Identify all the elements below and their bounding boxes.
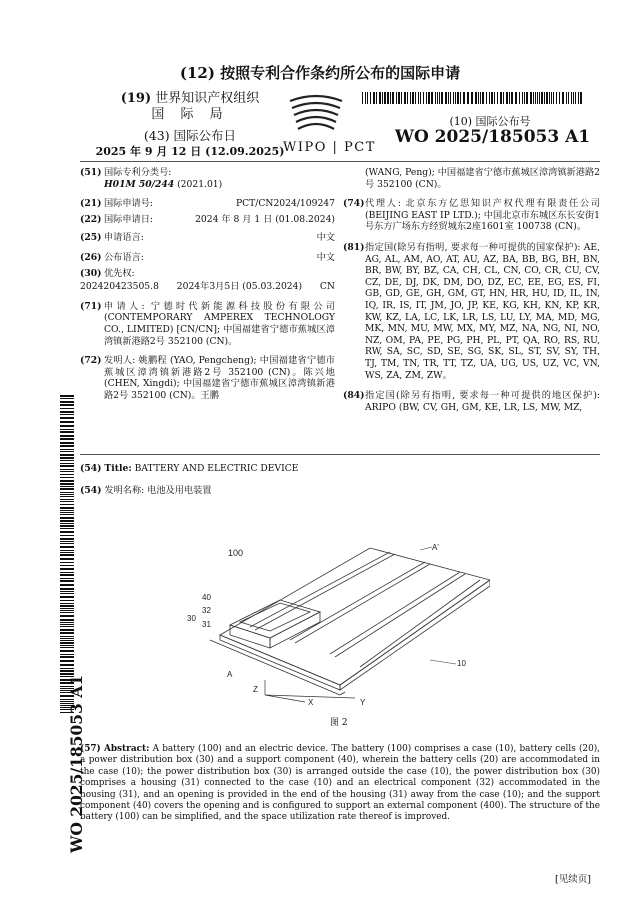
inventor-continued: (WANG, Peng); 中国福建省宁德市蕉城区漳湾镇新港路2号 352100 (CN)。 — [365, 167, 600, 190]
barcode-bar — [390, 92, 391, 104]
barcode-bar — [60, 499, 74, 500]
barcode-bar — [60, 411, 74, 413]
barcode-bar — [544, 92, 545, 104]
ref-x: X — [308, 698, 314, 707]
barcode-bar — [60, 632, 74, 634]
barcode-bar — [60, 510, 74, 511]
barcode-bar — [60, 550, 74, 551]
abstract: (57) Abstract: A battery (100) and an electric device. The battery (100) comprises a case (10), battery cells (20), a power distribution box (30) and a support component (40), wherein the battery cells (20) are accommodated in the case (10); the power distribution box (30) is arranged outside the case (10), the power distribution box (30) comprises a housing (31) connected to the case (10) and an electrical component (32) accommodated in the housing (31), and an opening is provided in the end of the housing (31) away from the case (10); and the support component (40) covers the opening and is configured to support an external component (400). The structure of the battery (100) can be simplified, and the space utilization rate thereof is improved. — [80, 744, 600, 823]
barcode-bar — [60, 565, 74, 566]
pubno-label: (10) 国际公布号 — [449, 115, 531, 128]
barcode-bar — [500, 92, 502, 104]
barcode-bar — [60, 401, 74, 403]
barcode-bar — [365, 92, 366, 104]
barcode-bar — [60, 525, 74, 527]
barcode-bar — [578, 92, 579, 104]
barcode-bar — [471, 92, 473, 104]
barcode-bar — [60, 615, 74, 617]
national-row: (81) 指定国(除另有指明, 要求每一种可提供的国家保护): AE, AG, AL, AM, AO, AT, AU, AZ, BA, BB, BG, BH, BN, BR, BW, BY, BZ, CA, CH, CL, CN, CO, CR, CU, CV, CZ, DE, DJ, DK, DM, DO, DZ, EC, EE, EG, ES, FI, GB, GD, GE, GH, GM, GT, HN, HR, HU, ID, IL, IN, IQ, IR, IS, IT, JM, JO, JP, KE, KG, KH, KN, KP, KR, KW, KZ, LA, LC, LK, LR, LS, LU, LY, MA, MD, MG, MK, MN, MU, MW, MX, MY, MZ, NA, NG, NI, NO, NZ, OM, PA, PE, PG, PH, PL, PT, QA, RO, RS, RU, RW, SA, SC, SD, SE, SG, SK, SL, ST, SV, SY, TH, TJ, TM, TN, TR, TT, TZ, UA, UG, US, UZ, VC, VN, WS, ZA, ZM, ZW。 — [343, 241, 600, 381]
barcode-bar — [60, 514, 74, 515]
barcode-bar — [580, 92, 582, 104]
agent-text: 代理人: 北京东方亿思知识产权代理有限责任公司 (BEIJING EAST IP LTD.); 中国北京市东城区东长安街1号东方广场东方经贸城东2座1601室 100738 (CN)。 — [365, 198, 600, 233]
barcode-bar — [60, 474, 74, 475]
applicant-text: 申请人: 宁德时代新能源科技股份有限公司 (CONTEMPORARY AMPEREX TECHNOLOGY CO., LIMITED) [CN/CN]; 中国福建省宁德市蕉城区漳湾镇新港路2号 352100 (CN)。 — [104, 300, 335, 347]
barcode-bar — [60, 501, 74, 502]
barcode-bar — [387, 92, 389, 104]
abstract-text: A battery (100) and an electric device. The battery (100) comprises a case (10), battery cells (20), a power distribution box (30) and a support component (40), wherein the battery cells (20) are accommodated in the case (10); the power distribution box (30) is arranged outside the case (10), the power distribution box (30) comprises a housing (31) connected to the case (10) and an electrical component (32) accommodated in the housing (31), and an opening is provided in the end of the housing (31) away from the case (10); and the support component (40) covers the opening and is configured to support an external component (400). The structure of the battery (100) can be simplified, and the space utilization rate thereof is improved. — [80, 744, 600, 823]
barcode-bar — [60, 425, 74, 427]
barcode-bar — [60, 558, 74, 560]
barcode-bar — [60, 395, 74, 397]
barcode-bar — [463, 92, 465, 104]
barcode-bar — [441, 92, 443, 104]
barcode-bar — [60, 660, 74, 662]
barcode-bar — [546, 92, 548, 104]
barcode-bar — [60, 494, 74, 495]
barcode-bar — [60, 538, 74, 540]
barcode-bar — [60, 591, 74, 592]
barcode-bar — [457, 92, 459, 104]
barcode-bar — [566, 92, 567, 104]
barcode-bar — [392, 92, 394, 104]
barcode-bar — [60, 664, 74, 666]
barcode-bar — [426, 92, 427, 104]
applicant-row: (71) 申请人: 宁德时代新能源科技股份有限公司 (CONTEMPORARY AMPEREX TECHNOLOGY CO., LIMITED) [CN/CN]; 中国福建省宁德市蕉城区漳湾镇新港路2号 352100 (CN)。 — [80, 300, 335, 347]
barcode-bar — [60, 471, 74, 472]
inventors-text: 发明人: 姚鹏程 (YAO, Pengcheng); 中国福建省宁德市蕉城区漳湾镇新港路2号 352100 (CN)。陈兴地 (CHEN, Xingdi); 中国福建省宁德市蕉城区漳湾镇新港路2号 352100 (CN)。王鹏 — [104, 355, 335, 401]
barcode-bar — [60, 636, 74, 637]
ref-10: 10 — [457, 659, 466, 668]
barcode-bar — [401, 92, 402, 104]
barcode-bar — [367, 92, 368, 104]
appno-row: (21) 国际申请号: PCT/CN2024/109247 — [80, 198, 335, 210]
barcode-bar — [60, 668, 74, 669]
barcode-bar — [60, 572, 74, 573]
barcode-bar — [539, 92, 540, 104]
barcode-bar — [60, 451, 74, 452]
barcode-bar — [60, 600, 74, 601]
barcode-bar — [60, 568, 74, 570]
lang-filing-row: (25) 申请语言: 中文 — [80, 232, 335, 244]
barcode-bar — [60, 624, 74, 625]
barcode-bar — [410, 92, 411, 104]
ipc-row: (51) 国际专利分类号: H01M 50/244 (2021.01) — [80, 167, 223, 190]
barcode-bar — [379, 92, 381, 104]
barcode-bar — [60, 431, 74, 433]
ref-32: 32 — [202, 606, 211, 615]
barcode-bar — [475, 92, 477, 104]
battery-drawing — [170, 530, 490, 720]
ref-40: 40 — [202, 593, 211, 602]
barcode-bar — [450, 92, 451, 104]
barcode-bar — [407, 92, 408, 104]
barcode-bar — [537, 92, 538, 104]
barcode-bar — [60, 580, 74, 582]
continued-note: [见续页] — [555, 874, 591, 885]
barcode-bar — [60, 647, 74, 648]
national-text: 指定国(除另有指明, 要求每一种可提供的国家保护): AE, AG, AL, AM, AO, AT, AU, AZ, BA, BB, BG, BH, BN, BR, BW, BY, BZ, CA, CH, CL, CN, CO, CR, CU, CV, CZ, DE, DJ, DK, DM, DO, DZ, EC, EE, EG, ES, FI, GB, GD, GE, GH, GM, GT, HN, HR, HU, ID, IL, IN, IQ, IR, IS, IT, JM, JO, JP, KE, KG, KH, KN, KP, KR, KW, KZ, LA, LC, LK, LR, LS, LU, LY, MA, MD, MG, MK, MN, MU, MW, MX, MY, MZ, NA, NG, NI, NO, NZ, OM, PA, PE, PG, PH, PL, PT, QA, RO, RS, RU, RW, SA, SC, SD, SE, SG, SK, SL, ST, SV, SY, TH, TJ, TM, TN, TR, TT, TZ, UA, UG, US, UZ, VC, VN, WS, ZA, ZM, ZW。 — [365, 241, 600, 381]
barcode-bar — [571, 92, 572, 104]
barcode-bar — [437, 92, 438, 104]
barcode-bar — [60, 480, 74, 482]
barcode-bar — [60, 523, 74, 524]
barcode-bar — [60, 640, 74, 641]
filing-row: (22) 国际申请日: 2024 年 8 月 1 日 (01.08.2024) — [80, 213, 335, 225]
barcode-bar — [60, 535, 74, 536]
barcode-bar — [448, 92, 449, 104]
barcode-bar — [60, 543, 74, 544]
barcode-bar — [478, 92, 479, 104]
barcode-bar — [480, 92, 481, 104]
barcode-bar — [491, 92, 493, 104]
agent-row: (74) 代理人: 北京东方亿思知识产权代理有限责任公司 (BEIJING EAST IP LTD.); 中国北京市东城区东长安街1号东方广场东方经贸城东2座1601室 100738 (CN)。 — [343, 198, 600, 233]
barcode-bar — [486, 92, 487, 104]
barcode-bar — [60, 605, 74, 607]
barcode-bar — [60, 612, 74, 613]
barcode-bar — [396, 92, 397, 104]
barcode-bar — [494, 92, 495, 104]
barcode-bar — [453, 92, 454, 104]
barcode-bar — [497, 92, 498, 104]
barcode-bar — [60, 404, 74, 406]
regional-row: (84) 指定国(除另有指明, 要求每一种可提供的地区保护): ARIPO (BW, CV, GH, GM, KE, LR, LS, MW, MZ, — [343, 390, 600, 413]
barcode-bar — [370, 92, 371, 104]
barcode-bar — [376, 92, 377, 104]
barcode-bar — [60, 546, 74, 548]
barcode-bar — [60, 593, 74, 594]
barcode-bar — [551, 92, 552, 104]
barcode-bar — [60, 507, 74, 509]
barcode-bar — [60, 488, 74, 490]
barcode-bar — [60, 626, 74, 627]
case-outline — [220, 548, 490, 685]
bibliographic-right — [343, 167, 600, 413]
barcode-bar — [562, 92, 564, 104]
barcode-bar — [362, 92, 363, 104]
barcode-bar — [60, 622, 74, 623]
barcode-bar — [431, 92, 433, 104]
wipo-logo-icon — [286, 93, 346, 137]
barcode-bar — [573, 92, 574, 104]
barcode-bar — [420, 92, 421, 104]
ipc-value: H01M 50/244 — [104, 178, 175, 190]
divider — [80, 161, 600, 162]
document-title: (12) 按照专利合作条约所公布的国际申请 — [179, 64, 461, 82]
barcode-bar — [60, 463, 74, 464]
barcode-bar — [60, 578, 74, 579]
barcode-bar — [423, 92, 424, 104]
barcode-bar — [60, 517, 74, 519]
ref-z: Z — [253, 685, 258, 694]
barcode-bar — [60, 574, 74, 576]
barcode-bar — [60, 442, 74, 444]
barcode-bar — [60, 541, 74, 542]
barcode-bar — [60, 417, 74, 419]
barcode-bar — [60, 429, 74, 430]
ref-100: 100 — [228, 548, 244, 558]
barcode-bar — [460, 92, 461, 104]
barcode-bar — [415, 92, 416, 104]
barcode-bar — [428, 92, 430, 104]
barcode-bar — [412, 92, 414, 104]
barcode-bar — [506, 92, 508, 104]
barcode-bar — [60, 610, 74, 611]
barcode-bar — [541, 92, 543, 104]
barcode-bar — [60, 435, 74, 437]
barcode-bar — [60, 460, 74, 461]
barcode-bar — [60, 650, 74, 652]
barcode-bar — [60, 512, 74, 513]
barcode-icon — [362, 92, 584, 104]
barcode-bar — [445, 92, 447, 104]
barcode-bar — [60, 554, 74, 556]
ref-30: 30 — [187, 614, 196, 623]
priority-row: (30) 优先权: — [80, 267, 135, 279]
barcode-bar — [373, 92, 375, 104]
barcode-bar — [515, 92, 517, 104]
barcode-bar — [60, 454, 74, 456]
barcode-bar — [60, 496, 74, 497]
barcode-bar — [60, 608, 74, 609]
barcode-bar — [418, 92, 419, 104]
side-barcode-icon — [60, 395, 74, 715]
barcode-bar — [526, 92, 528, 104]
barcode-bar — [568, 92, 569, 104]
barcode-bar — [60, 629, 74, 631]
barcode-bar — [60, 465, 74, 467]
barcode-bar — [60, 619, 74, 621]
barcode-bar — [60, 492, 74, 493]
barcode-bar — [455, 92, 456, 104]
barcode-bar — [60, 528, 74, 529]
barcode-bar — [503, 92, 504, 104]
barcode-bar — [384, 92, 386, 104]
barcode-bar — [398, 92, 400, 104]
barcode-bar — [519, 92, 520, 104]
barcode-bar — [60, 584, 74, 586]
barcode-bar — [530, 92, 532, 104]
barcode-bar — [60, 596, 74, 598]
barcode-bar — [60, 445, 74, 447]
barcode-bar — [553, 92, 554, 104]
regional-text: 指定国(除另有指明, 要求每一种可提供的地区保护): ARIPO (BW, CV, GH, GM, KE, LR, LS, MW, MZ, — [365, 390, 600, 413]
org-bureau: 国 际 局 — [151, 107, 229, 122]
barcode-bar — [549, 92, 550, 104]
barcode-bar — [435, 92, 436, 104]
barcode-bar — [439, 92, 440, 104]
pubno: WO 2025/185053 A1 — [394, 127, 591, 147]
barcode-bar — [60, 421, 74, 423]
pubdate-label: (43) 国际公布日 — [143, 128, 237, 143]
barcode-bar — [559, 92, 560, 104]
barcode-bar — [404, 92, 406, 104]
barcode-bar — [60, 645, 74, 646]
barcode-bar — [60, 504, 74, 505]
barcode-bar — [60, 520, 74, 522]
barcode-bar — [60, 654, 74, 655]
bibliographic-left — [80, 167, 335, 402]
side-pubno: WO 2025/185053 A1 — [67, 674, 86, 853]
figure-caption: 图 2 — [330, 718, 348, 728]
barcode-bar — [60, 477, 74, 478]
barcode-bar — [60, 552, 74, 553]
barcode-bar — [60, 486, 74, 487]
barcode-bar — [60, 603, 74, 604]
barcode-bar — [535, 92, 536, 104]
barcode-bar — [60, 438, 74, 440]
barcode-bar — [60, 398, 74, 399]
barcode-bar — [60, 469, 74, 470]
barcode-bar — [60, 588, 74, 590]
barcode-bar — [60, 408, 74, 409]
barcode-bar — [60, 414, 74, 415]
barcode-bar — [60, 642, 74, 644]
barcode-bar — [60, 670, 74, 672]
wipo-pct-text: WIPO | PCT — [283, 140, 376, 155]
barcode-bar — [60, 483, 74, 485]
divider — [80, 454, 600, 455]
barcode-bar — [467, 92, 469, 104]
ref-31: 31 — [202, 620, 211, 629]
priority-values: 202420423505.8 2024年3月5日 (05.03.2024) CN — [80, 281, 335, 293]
pubdate: 2025 年 9 月 12 日 (12.09.2025) — [95, 145, 285, 158]
inventors-row: (72) 发明人: 姚鹏程 (YAO, Pengcheng); 中国福建省宁德市蕉城区漳湾镇新港路2号 352100 (CN)。陈兴地 (CHEN, Xingdi); 中国福建省宁德市蕉城区漳湾镇新港路2号 352100 (CN)。王鹏 — [80, 355, 335, 401]
title-en: (54) Title: BATTERY AND ELECTRIC DEVICE — [80, 463, 299, 474]
barcode-bar — [382, 92, 383, 104]
barcode-bar — [575, 92, 576, 104]
barcode-bar — [60, 656, 74, 658]
ref-a-prime: A' — [432, 543, 439, 552]
barcode-bar — [60, 638, 74, 639]
barcode-bar — [60, 457, 74, 459]
barcode-bar — [524, 92, 525, 104]
barcode-bar — [482, 92, 484, 104]
barcode-bar — [511, 92, 513, 104]
title-cn: (54) 发明名称: 电池及用电装置 — [80, 485, 212, 496]
barcode-bar — [60, 562, 74, 563]
barcode-bar — [556, 92, 557, 104]
ref-a: A — [227, 670, 233, 679]
barcode-bar — [60, 531, 74, 533]
barcode-bar — [522, 92, 523, 104]
barcode-bar — [489, 92, 490, 104]
barcode-bar — [60, 449, 74, 450]
ref-y: Y — [360, 698, 366, 707]
org-name: (19) 世界知识产权组织 — [120, 91, 260, 106]
barcode-bar — [533, 92, 534, 104]
lang-pub-row: (26) 公布语言: 中文 — [80, 251, 335, 263]
barcode-bar — [509, 92, 510, 104]
